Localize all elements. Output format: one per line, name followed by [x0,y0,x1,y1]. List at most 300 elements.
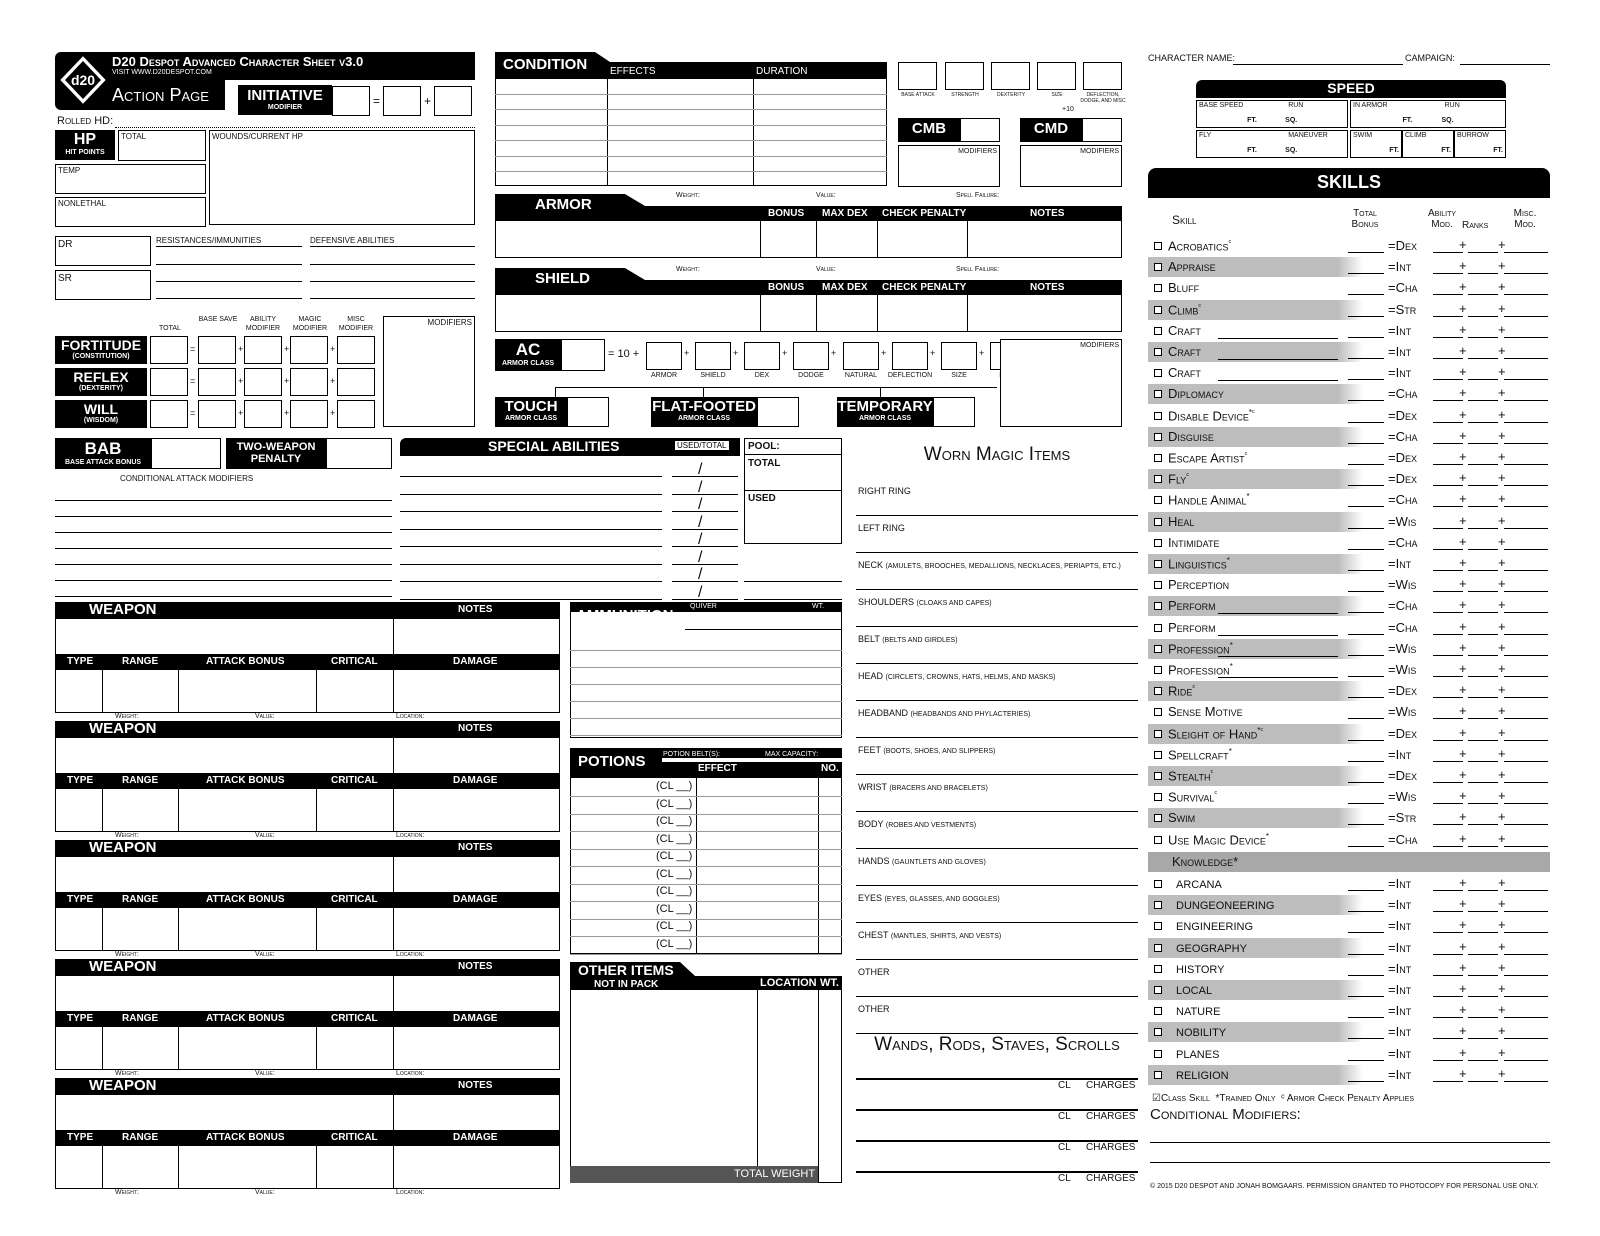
potion-line[interactable] [570,866,842,867]
armor-row[interactable] [495,220,1122,258]
class-skill-checkbox[interactable] [1154,965,1162,973]
skill-ability-line[interactable] [1433,954,1463,955]
class-skill-checkbox[interactable] [1154,263,1162,271]
skill-subtype-line[interactable] [1218,635,1338,636]
skill-ability-line[interactable] [1433,316,1463,317]
cmd-value[interactable] [1082,118,1122,142]
speed-swim-box[interactable] [1350,130,1402,158]
skill-row[interactable] [1148,681,1550,701]
special-used-line[interactable] [672,529,738,530]
skill-misc-line[interactable] [1504,782,1548,783]
skill-ranks-line[interactable] [1468,612,1498,613]
skill-ranks-line[interactable] [1468,485,1498,486]
skill-ranks-line[interactable] [1468,846,1498,847]
worn-slot-left-ring[interactable] [856,517,1138,553]
skill-ranks-line[interactable] [1468,911,1498,912]
worn-slot-neck[interactable] [856,554,1138,590]
class-skill-checkbox[interactable] [1154,412,1162,420]
worn-slot-eyes[interactable] [856,887,1138,923]
skill-misc-line[interactable] [1504,528,1548,529]
skill-ability-line[interactable] [1433,294,1463,295]
other-table[interactable] [570,990,842,1183]
skill-misc-line[interactable] [1504,570,1548,571]
skill-total-line[interactable] [1348,782,1384,783]
skill-misc-line[interactable] [1504,337,1548,338]
class-skill-checkbox[interactable] [1154,708,1162,716]
cmb-part-box[interactable] [1037,62,1076,90]
skill-misc-line[interactable] [1504,1081,1548,1082]
class-skill-checkbox[interactable] [1154,602,1162,610]
class-skill-checkbox[interactable] [1154,624,1162,632]
class-skill-checkbox[interactable] [1154,1007,1162,1015]
special-line[interactable] [400,564,662,565]
skill-total-line[interactable] [1348,676,1384,677]
skill-row[interactable] [1148,787,1550,807]
skill-row[interactable] [1148,724,1550,744]
class-skill-checkbox[interactable] [1154,242,1162,250]
skill-row[interactable] [1148,766,1550,786]
skill-row[interactable] [1148,321,1550,341]
save-box[interactable] [290,368,328,396]
potion-line[interactable] [570,884,842,885]
skill-ranks-line[interactable] [1468,591,1498,592]
skill-total-line[interactable] [1348,443,1384,444]
skill-misc-line[interactable] [1504,890,1548,891]
worn-slot-wrist[interactable] [856,776,1138,812]
class-skill-checkbox[interactable] [1154,922,1162,930]
skill-row[interactable] [1148,575,1550,595]
skill-misc-line[interactable] [1504,824,1548,825]
skill-total-line[interactable] [1348,252,1384,253]
skill-ability-line[interactable] [1433,464,1463,465]
class-skill-checkbox[interactable] [1154,1028,1162,1036]
speed-base-box[interactable] [1196,100,1348,128]
special-used-line[interactable] [672,511,738,512]
skill-row[interactable] [1148,363,1550,383]
skill-ranks-line[interactable] [1468,782,1498,783]
potion-line[interactable] [570,796,842,797]
skill-ability-line[interactable] [1433,718,1463,719]
class-skill-checkbox[interactable] [1154,901,1162,909]
skill-ability-line[interactable] [1433,422,1463,423]
cond-mod-line-1[interactable] [1150,1142,1550,1143]
sr-box[interactable] [55,270,151,300]
save-box[interactable] [337,400,375,428]
skill-row[interactable] [1148,618,1550,638]
skill-row[interactable] [1148,1001,1550,1021]
skill-ability-line[interactable] [1433,676,1463,677]
skill-subtype-line[interactable] [1218,380,1338,381]
skill-total-line[interactable] [1348,379,1384,380]
skill-misc-line[interactable] [1504,358,1548,359]
initiative-misc[interactable] [434,86,472,116]
skill-total-line[interactable] [1348,634,1384,635]
skill-ability-line[interactable] [1433,570,1463,571]
skill-ability-line[interactable] [1433,782,1463,783]
class-skill-checkbox[interactable] [1154,348,1162,356]
skill-total-line[interactable] [1348,316,1384,317]
skill-ranks-line[interactable] [1468,824,1498,825]
skill-ranks-line[interactable] [1468,358,1498,359]
worn-slot-feet[interactable] [856,739,1138,775]
dr-box[interactable] [55,236,151,266]
skill-misc-line[interactable] [1504,400,1548,401]
skill-total-line[interactable] [1348,803,1384,804]
skill-misc-line[interactable] [1504,740,1548,741]
save-box[interactable] [198,400,236,428]
special-line[interactable] [400,546,662,547]
skill-total-line[interactable] [1348,422,1384,423]
skill-row[interactable] [1148,938,1550,958]
skill-misc-line[interactable] [1504,612,1548,613]
skill-ranks-line[interactable] [1468,570,1498,571]
save-box[interactable] [198,368,236,396]
skill-row[interactable] [1148,980,1550,1000]
potion-line[interactable] [570,831,842,832]
skill-ability-line[interactable] [1433,761,1463,762]
class-skill-checkbox[interactable] [1154,454,1162,462]
skill-ability-line[interactable] [1433,485,1463,486]
skill-ability-line[interactable] [1433,697,1463,698]
skill-ability-line[interactable] [1433,379,1463,380]
cond-attack-line[interactable] [55,580,392,581]
class-skill-checkbox[interactable] [1154,369,1162,377]
worn-slot-hands[interactable] [856,850,1138,886]
skill-total-line[interactable] [1348,932,1384,933]
potion-line[interactable] [570,814,842,815]
skill-misc-line[interactable] [1504,294,1548,295]
special-line[interactable] [400,494,662,495]
ammo-quiver-box[interactable] [685,612,842,630]
save-box[interactable] [150,368,188,396]
skill-ranks-line[interactable] [1468,761,1498,762]
skill-row[interactable] [1148,895,1550,915]
skill-row[interactable] [1148,490,1550,510]
skill-ranks-line[interactable] [1468,528,1498,529]
skill-ranks-line[interactable] [1468,400,1498,401]
skill-ranks-line[interactable] [1468,697,1498,698]
skill-total-line[interactable] [1348,911,1384,912]
save-box[interactable] [244,400,282,428]
skill-misc-line[interactable] [1504,761,1548,762]
skill-total-line[interactable] [1348,697,1384,698]
skill-misc-line[interactable] [1504,911,1548,912]
skill-ability-line[interactable] [1433,975,1463,976]
save-box[interactable] [337,336,375,364]
class-skill-checkbox[interactable] [1154,751,1162,759]
skill-ability-line[interactable] [1433,337,1463,338]
cond-attack-line[interactable] [55,500,392,501]
save-box[interactable] [244,368,282,396]
ammo-line[interactable] [570,650,842,651]
cond-attack-line[interactable] [55,532,392,533]
skill-misc-line[interactable] [1504,549,1548,550]
skill-ranks-line[interactable] [1468,506,1498,507]
ac-total[interactable] [561,339,605,371]
skill-ability-line[interactable] [1433,273,1463,274]
skill-ability-line[interactable] [1433,443,1463,444]
skill-ranks-line[interactable] [1468,634,1498,635]
cond-attack-line[interactable] [55,548,392,549]
skill-misc-line[interactable] [1504,996,1548,997]
skill-misc-line[interactable] [1504,422,1548,423]
skill-misc-line[interactable] [1504,506,1548,507]
save-box[interactable] [290,336,328,364]
ac-deflection-box[interactable] [892,342,928,370]
skill-row[interactable] [1148,406,1550,426]
save-box[interactable] [198,336,236,364]
save-box[interactable] [244,336,282,364]
cmb-part-box[interactable] [1083,62,1122,90]
skill-row[interactable] [1148,257,1550,277]
skill-ranks-line[interactable] [1468,890,1498,891]
ammo-line[interactable] [570,667,842,668]
skill-ability-line[interactable] [1433,400,1463,401]
class-skill-checkbox[interactable] [1154,814,1162,822]
skill-row[interactable] [1148,639,1550,659]
skill-total-line[interactable] [1348,1060,1384,1061]
worn-slot-belt[interactable] [856,628,1138,664]
skill-row[interactable] [1148,342,1550,362]
cmb-part-box[interactable] [991,62,1030,90]
skill-total-line[interactable] [1348,761,1384,762]
nonlethal-box[interactable] [55,197,206,227]
skill-ability-line[interactable] [1433,740,1463,741]
skill-misc-line[interactable] [1504,485,1548,486]
special-line[interactable] [400,476,662,477]
ammo-line[interactable] [570,684,842,685]
ac-modifiers[interactable] [1000,339,1122,427]
skill-row[interactable] [1148,384,1550,404]
skill-ranks-line[interactable] [1468,294,1498,295]
special-line[interactable] [400,511,662,512]
skill-misc-line[interactable] [1504,803,1548,804]
skill-misc-line[interactable] [1504,443,1548,444]
skill-total-line[interactable] [1348,337,1384,338]
skill-ranks-line[interactable] [1468,1038,1498,1039]
worn-slot-shoulders[interactable] [856,591,1138,627]
skill-row[interactable] [1148,278,1550,298]
skill-ranks-line[interactable] [1468,316,1498,317]
skill-misc-line[interactable] [1504,252,1548,253]
hp-total-box[interactable] [118,130,206,161]
skill-total-line[interactable] [1348,846,1384,847]
potion-line[interactable] [570,954,842,955]
skill-ranks-line[interactable] [1468,252,1498,253]
skill-ranks-line[interactable] [1468,1017,1498,1018]
ac-dodge-box[interactable] [793,342,829,370]
skill-total-line[interactable] [1348,273,1384,274]
skill-ability-line[interactable] [1433,1017,1463,1018]
temporary-ac-value[interactable] [933,397,975,427]
skill-misc-line[interactable] [1504,932,1548,933]
speed-burrow-box[interactable] [1454,130,1506,158]
skill-total-line[interactable] [1348,954,1384,955]
ac-armor-box[interactable] [646,342,682,370]
skill-ability-line[interactable] [1433,803,1463,804]
skill-ranks-line[interactable] [1468,464,1498,465]
speed-climb-box[interactable] [1402,130,1454,158]
ammo-line[interactable] [570,701,842,702]
cmd-modifiers[interactable] [1020,145,1122,187]
special-used-line[interactable] [672,494,738,495]
skill-total-line[interactable] [1348,506,1384,507]
save-box[interactable] [150,400,188,428]
class-skill-checkbox[interactable] [1154,666,1162,674]
worn-slot-right-ring[interactable] [856,480,1138,516]
class-skill-checkbox[interactable] [1154,1071,1162,1079]
skill-row[interactable] [1148,512,1550,532]
skill-total-line[interactable] [1348,570,1384,571]
skill-ranks-line[interactable] [1468,954,1498,955]
class-skill-checkbox[interactable] [1154,306,1162,314]
save-modifiers-box[interactable] [383,316,475,427]
save-box[interactable] [290,400,328,428]
skill-total-line[interactable] [1348,996,1384,997]
skill-misc-line[interactable] [1504,1017,1548,1018]
skill-ranks-line[interactable] [1468,655,1498,656]
save-box[interactable] [150,336,188,364]
initiative-total[interactable] [332,86,370,116]
special-line[interactable] [400,599,662,600]
bab-value[interactable] [151,438,221,469]
skill-ability-line[interactable] [1433,528,1463,529]
class-skill-checkbox[interactable] [1154,560,1162,568]
skill-misc-line[interactable] [1504,316,1548,317]
class-skill-checkbox[interactable] [1154,284,1162,292]
skill-misc-line[interactable] [1504,954,1548,955]
skill-ability-line[interactable] [1433,1081,1463,1082]
skill-misc-line[interactable] [1504,1038,1548,1039]
skill-total-line[interactable] [1348,549,1384,550]
touch-ac-value[interactable] [567,397,609,427]
skill-row[interactable] [1148,236,1550,256]
ammo-line[interactable] [570,735,842,736]
skill-misc-line[interactable] [1504,634,1548,635]
skill-total-line[interactable] [1348,655,1384,656]
skill-ranks-line[interactable] [1468,1081,1498,1082]
potion-line[interactable] [570,849,842,850]
special-used-line[interactable] [672,581,738,582]
class-skill-checkbox[interactable] [1154,687,1162,695]
class-skill-checkbox[interactable] [1154,880,1162,888]
class-skill-checkbox[interactable] [1154,518,1162,526]
skill-subtype-line[interactable] [1218,677,1338,678]
class-skill-checkbox[interactable] [1154,475,1162,483]
skill-subtype-line[interactable] [1218,656,1338,657]
skill-ranks-line[interactable] [1468,676,1498,677]
skill-subtype-line[interactable] [1218,359,1338,360]
skill-ability-line[interactable] [1433,634,1463,635]
temp-hp-box[interactable] [55,164,206,194]
ac-shield-box[interactable] [695,342,731,370]
special-line[interactable] [400,581,662,582]
class-skill-checkbox[interactable] [1154,645,1162,653]
potion-line[interactable] [570,901,842,902]
skill-row[interactable] [1148,469,1550,489]
cmb-part-box[interactable] [898,62,937,90]
skill-ranks-line[interactable] [1468,273,1498,274]
skill-ability-line[interactable] [1433,252,1463,253]
class-skill-checkbox[interactable] [1154,581,1162,589]
shield-row[interactable] [495,294,1122,332]
class-skill-checkbox[interactable] [1154,836,1162,844]
ac-natural-box[interactable] [843,342,879,370]
skill-ranks-line[interactable] [1468,1060,1498,1061]
skill-total-line[interactable] [1348,1017,1384,1018]
class-skill-checkbox[interactable] [1154,1050,1162,1058]
skill-ability-line[interactable] [1433,996,1463,997]
skill-total-line[interactable] [1348,591,1384,592]
skill-row[interactable] [1148,660,1550,680]
skill-subtype-line[interactable] [1218,613,1338,614]
skill-misc-line[interactable] [1504,273,1548,274]
skill-ranks-line[interactable] [1468,549,1498,550]
skill-ability-line[interactable] [1433,591,1463,592]
skill-row[interactable] [1148,533,1550,553]
skill-total-line[interactable] [1348,294,1384,295]
skill-ranks-line[interactable] [1468,337,1498,338]
skill-ability-line[interactable] [1433,932,1463,933]
skill-ranks-line[interactable] [1468,422,1498,423]
cmb-part-box[interactable] [945,62,984,90]
save-box[interactable] [337,368,375,396]
skill-misc-line[interactable] [1504,676,1548,677]
skill-total-line[interactable] [1348,485,1384,486]
cond-attack-line[interactable] [55,596,392,597]
cmb-modifiers[interactable] [898,145,1000,187]
ammo-table[interactable] [570,612,842,738]
special-line[interactable] [400,529,662,530]
skill-ability-line[interactable] [1433,612,1463,613]
flat-footed-ac-value[interactable] [757,397,799,427]
pool-extra-line[interactable] [744,581,842,582]
skill-row[interactable] [1148,874,1550,894]
worn-slot-chest[interactable] [856,924,1138,960]
potion-line[interactable] [570,936,842,937]
skill-ability-line[interactable] [1433,824,1463,825]
skill-total-line[interactable] [1348,400,1384,401]
skill-row[interactable] [1148,427,1550,447]
skill-total-line[interactable] [1348,612,1384,613]
skill-ranks-line[interactable] [1468,975,1498,976]
skill-row[interactable] [1148,300,1550,320]
skill-misc-line[interactable] [1504,975,1548,976]
class-skill-checkbox[interactable] [1154,539,1162,547]
skill-misc-line[interactable] [1504,846,1548,847]
class-skill-checkbox[interactable] [1154,327,1162,335]
skill-row[interactable] [1148,916,1550,936]
skill-row[interactable] [1148,1044,1550,1064]
skill-ability-line[interactable] [1433,549,1463,550]
skill-row[interactable] [1148,554,1550,574]
skill-row[interactable] [1148,448,1550,468]
skill-total-line[interactable] [1348,358,1384,359]
ac-dex-box[interactable] [744,342,780,370]
class-skill-checkbox[interactable] [1154,944,1162,952]
skill-total-line[interactable] [1348,718,1384,719]
skill-total-line[interactable] [1348,528,1384,529]
ammo-line[interactable] [570,718,842,719]
worn-slot-head[interactable] [856,665,1138,701]
skill-total-line[interactable] [1348,1038,1384,1039]
class-skill-checkbox[interactable] [1154,772,1162,780]
skill-misc-line[interactable] [1504,718,1548,719]
skill-misc-line[interactable] [1504,591,1548,592]
skill-total-line[interactable] [1348,890,1384,891]
skill-row[interactable] [1148,808,1550,828]
skill-ranks-line[interactable] [1468,379,1498,380]
